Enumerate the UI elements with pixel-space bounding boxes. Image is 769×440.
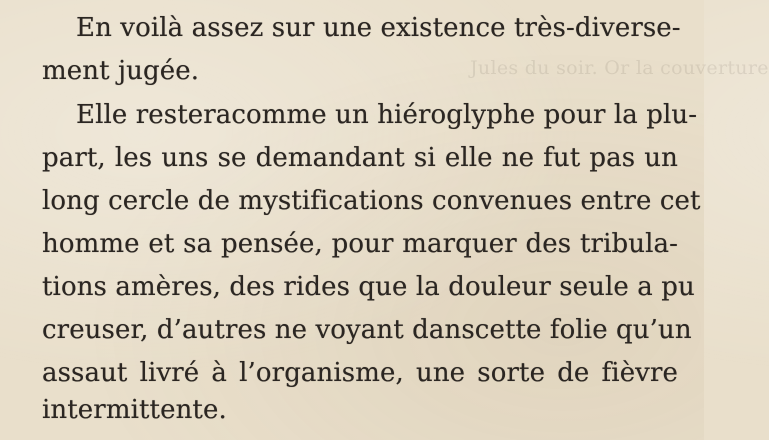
text-line: tions amères, des rides que la douleur seule a pu: [42, 272, 695, 302]
text-line: assaut livré à l’organisme, une sorte de fièvre: [42, 358, 678, 388]
text-line: long cercle de mystifications convenues entre cet: [42, 186, 701, 216]
text-line: intermittente.: [42, 395, 227, 425]
text-line: En voilà assez sur une existence très-diverse-: [76, 13, 681, 43]
show-through-text: Jules du soir. Or la couverture: [470, 57, 769, 79]
text-line: Elle resteracomme un hiéroglyphe pour la plu-: [76, 100, 698, 130]
text-line: ment jugée.: [42, 56, 200, 86]
text-line: part, les uns se demandant si elle ne fut pas un: [42, 143, 678, 173]
text-line: creuser, d’autres ne voyant danscette folie qu’un: [42, 315, 692, 345]
text-line: homme et sa pensée, pour marquer des tribula-: [42, 229, 678, 259]
